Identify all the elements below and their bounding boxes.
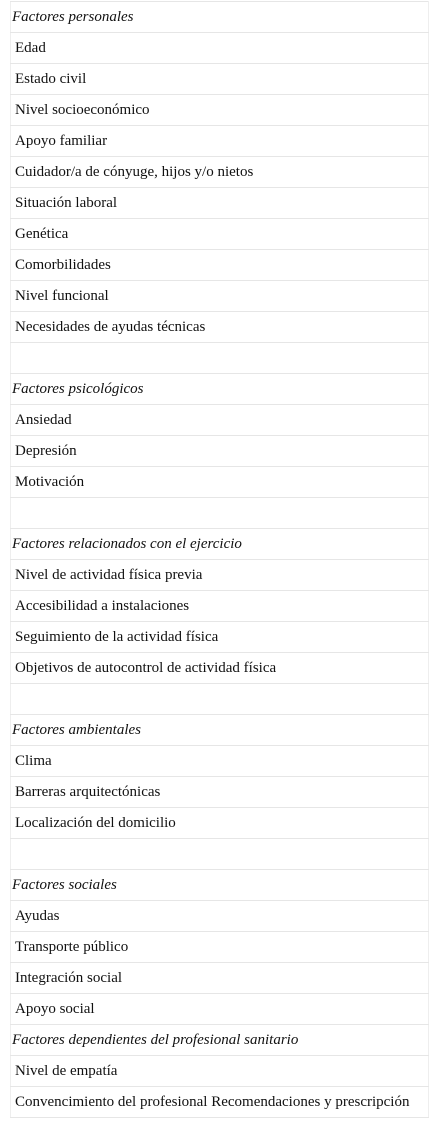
factor-item: Apoyo social — [11, 994, 429, 1025]
factor-item: Motivación — [11, 467, 429, 498]
table-row — [11, 901, 429, 932]
table-row — [11, 963, 429, 994]
factor-item: Objetivos de autocontrol de actividad física — [11, 653, 429, 684]
section-heading: Factores dependientes del profesional sanitario — [11, 1025, 429, 1056]
table-row — [11, 64, 429, 95]
section-heading: Factores personales — [11, 2, 429, 33]
table-row — [11, 746, 429, 777]
factor-item: Ansiedad — [11, 405, 429, 436]
factor-item: Ayudas — [11, 901, 429, 932]
table-row — [11, 994, 429, 1025]
table-row — [11, 591, 429, 622]
factor-item: Seguimiento de la actividad física — [11, 622, 429, 653]
section-heading-row — [11, 2, 429, 33]
section-heading-row — [11, 715, 429, 746]
table-row — [11, 932, 429, 963]
factor-item: Nivel socioeconómico — [11, 95, 429, 126]
factor-item: Estado civil — [11, 64, 429, 95]
table-row — [11, 219, 429, 250]
factor-item: Edad — [11, 33, 429, 64]
spacer-cell — [11, 343, 429, 374]
factor-item: Integración social — [11, 963, 429, 994]
spacer-row — [11, 684, 429, 715]
factor-item: Nivel funcional — [11, 281, 429, 312]
factor-item: Cuidador/a de cónyuge, hijos y/o nietos — [11, 157, 429, 188]
table-row — [11, 250, 429, 281]
factors-table-body — [11, 2, 429, 1118]
factor-item: Clima — [11, 746, 429, 777]
factor-item: Transporte público — [11, 932, 429, 963]
table-row — [11, 126, 429, 157]
table-row — [11, 188, 429, 219]
section-heading-row — [11, 529, 429, 560]
section-heading-row — [11, 870, 429, 901]
table-row — [11, 622, 429, 653]
section-heading: Factores sociales — [11, 870, 429, 901]
table-row — [11, 467, 429, 498]
factor-item: Necesidades de ayudas técnicas — [11, 312, 429, 343]
spacer-cell — [11, 498, 429, 529]
table-row — [11, 157, 429, 188]
table-row — [11, 281, 429, 312]
table-row — [11, 312, 429, 343]
spacer-cell — [11, 684, 429, 715]
section-heading-row — [11, 1025, 429, 1056]
table-row — [11, 95, 429, 126]
table-row — [11, 405, 429, 436]
factor-item: Barreras arquitectónicas — [11, 777, 429, 808]
section-heading: Factores psicológicos — [11, 374, 429, 405]
factor-item: Nivel de empatía — [11, 1056, 429, 1087]
table-row — [11, 653, 429, 684]
spacer-row — [11, 839, 429, 870]
spacer-row — [11, 498, 429, 529]
factor-item: Apoyo familiar — [11, 126, 429, 157]
spacer-cell — [11, 839, 429, 870]
table-row — [11, 1087, 429, 1118]
factor-item: Nivel de actividad física previa — [11, 560, 429, 591]
factor-item: Convencimiento del profesional Recomendaciones y prescripción — [11, 1087, 429, 1118]
factor-item: Localización del domicilio — [11, 808, 429, 839]
section-heading: Factores relacionados con el ejercicio — [11, 529, 429, 560]
section-heading: Factores ambientales — [11, 715, 429, 746]
factor-item: Depresión — [11, 436, 429, 467]
factor-item: Comorbilidades — [11, 250, 429, 281]
section-heading-row — [11, 374, 429, 405]
table-row — [11, 777, 429, 808]
factors-table — [10, 1, 429, 1118]
table-row — [11, 1056, 429, 1087]
spacer-row — [11, 343, 429, 374]
factor-item: Situación laboral — [11, 188, 429, 219]
factor-item: Genética — [11, 219, 429, 250]
table-row — [11, 436, 429, 467]
table-row — [11, 33, 429, 64]
table-row — [11, 560, 429, 591]
table-row — [11, 808, 429, 839]
factor-item: Accesibilidad a instalaciones — [11, 591, 429, 622]
